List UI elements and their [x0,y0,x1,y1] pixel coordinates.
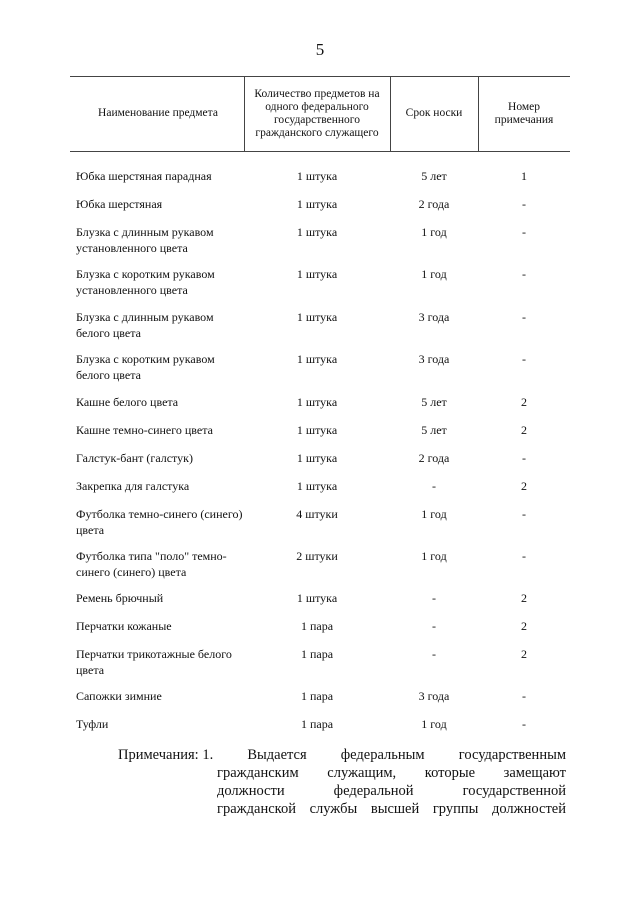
note-1-line-1: 1. Выдается федеральным государственным [202,747,566,763]
item-name-cell: Перчатки трикотажные белого цвета [76,647,232,677]
header-item-name: Наименование предмета [98,107,218,119]
note-1-continuation [217,764,566,818]
note-number-cell: - [522,197,526,211]
item-name-cell: Галстук-бант (галстук) [76,451,193,465]
wear-term-cell: 1 год [421,267,447,281]
quantity-cell: 1 пара [300,619,334,633]
note-number-cell: 1 [521,169,527,183]
item-name-cell: Футболка типа "поло" темно-синего (синего) цвета [76,549,227,579]
quantity-cell: 1 штука [296,451,338,465]
wear-term-cell: - [432,479,436,493]
note-number-cell: 2 [521,619,527,633]
quantity-cell: 1 пара [300,689,334,703]
quantity-cell: 1 штука [296,197,338,211]
wear-term-cell: 2 года [418,197,450,211]
quantity-cell: 1 штука [296,591,338,605]
item-name-cell: Футболка темно-синего (синего) цвета [76,507,243,537]
quantity-cell: 1 штука [296,352,338,366]
note-number-cell: - [522,352,526,366]
wear-term-cell: 5 лет [421,423,447,437]
wear-term-cell: 1 год [421,717,447,731]
item-name-cell: Блузка с длинным рукавом установленного цвета [76,225,214,255]
note-number-cell: 2 [521,479,527,493]
wear-term-cell: 3 года [418,689,450,703]
item-name-cell: Закрепка для галстука [76,479,190,493]
header-wear-term: Срок носки [405,107,463,119]
wear-term-cell: - [432,647,436,661]
item-name-cell: Туфли [76,717,109,731]
note-1-line-3: должности федеральной государственной [217,783,566,799]
note-number-cell: 2 [521,647,527,661]
notes-label: Примечания: [118,747,203,763]
note-number-cell: - [522,267,526,281]
note-number-cell: - [522,451,526,465]
note-number-cell: - [522,549,526,563]
table-header-bottom-rule [70,151,570,152]
note-1-line-2: гражданским служащим, которые замещают [217,765,566,781]
quantity-cell: 1 штука [296,423,338,437]
wear-term-cell: - [432,591,436,605]
quantity-cell: 1 пара [300,717,334,731]
item-name-cell: Кашне белого цвета [76,395,179,409]
notes-section [118,746,566,818]
wear-term-cell: 2 года [418,451,450,465]
wear-term-cell: 1 год [421,225,447,239]
item-name-cell: Сапожки зимние [76,689,162,703]
item-name-cell: Перчатки кожаные [76,619,172,633]
wear-term-cell: - [432,619,436,633]
item-name-cell: Юбка шерстяная [76,197,163,211]
item-name-cell: Ремень брючный [76,591,164,605]
note-number-cell: 2 [521,591,527,605]
note-number-cell: - [522,717,526,731]
note-number-cell: - [522,689,526,703]
item-name-cell: Юбка шерстяная парадная [76,169,212,183]
wear-term-cell: 1 год [421,507,447,521]
quantity-cell: 1 штука [296,169,338,183]
quantity-cell: 1 штука [296,395,338,409]
item-name-cell: Блузка с коротким рукавом белого цвета [76,352,215,382]
quantity-cell: 2 штуки [296,549,338,563]
header-note-number: Номер примечания [494,100,554,126]
wear-term-cell: 3 года [418,352,450,366]
item-name-cell: Блузка с коротким рукавом установленного цвета [76,267,215,297]
note-number-cell: - [522,507,526,521]
wear-term-cell: 1 год [421,549,447,563]
page-number: 5 [315,40,325,59]
quantity-cell: 1 штука [296,267,338,281]
quantity-cell: 1 пара [300,647,334,661]
note-1-line-4: гражданской службы высшей группы должностей [217,801,566,817]
note-number-cell: - [522,310,526,324]
note-number-cell: 2 [521,423,527,437]
quantity-cell: 1 штука [296,225,338,239]
wear-term-cell: 5 лет [421,169,447,183]
wear-term-cell: 5 лет [421,395,447,409]
quantity-cell: 4 штуки [296,507,338,521]
item-name-cell: Блузка с длинным рукавом белого цвета [76,310,214,340]
note-number-cell: 2 [521,395,527,409]
note-number-cell: - [522,225,526,239]
header-quantity: Количество предметов на одного федерального государственного гражданского служащего [254,87,380,139]
wear-term-cell: 3 года [418,310,450,324]
item-name-cell: Кашне темно-синего цвета [76,423,213,437]
quantity-cell: 1 штука [296,479,338,493]
quantity-cell: 1 штука [296,310,338,324]
